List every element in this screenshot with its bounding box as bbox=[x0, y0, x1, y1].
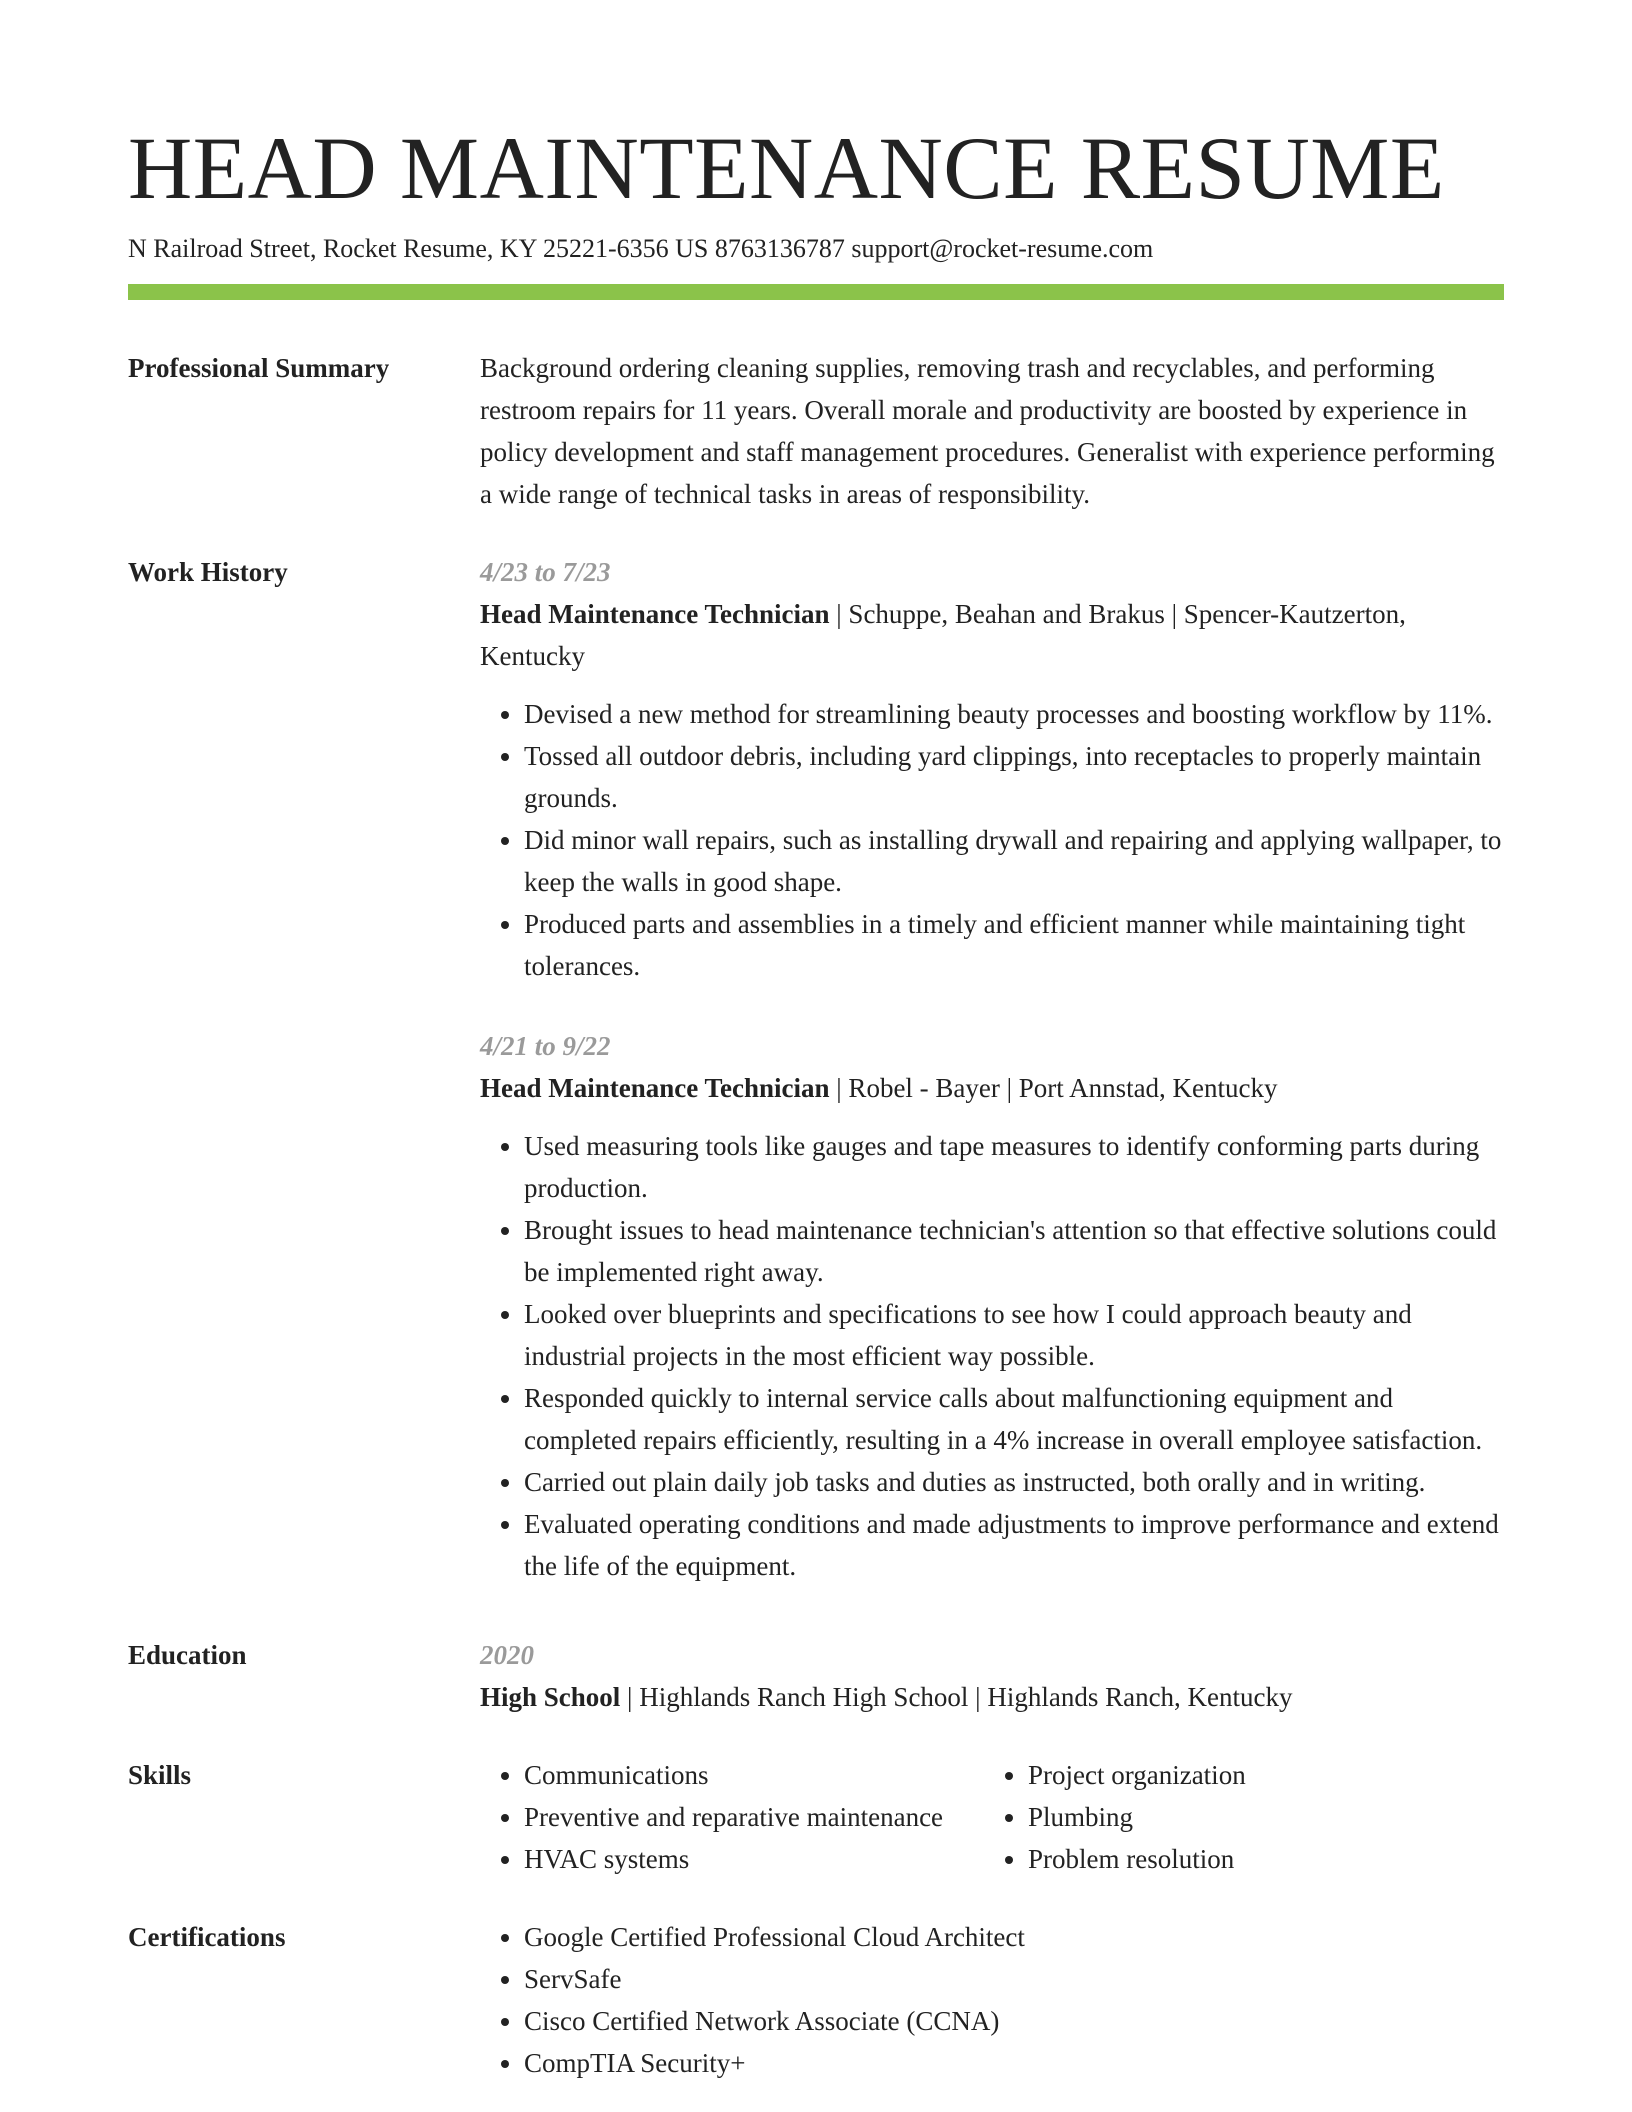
work-history-section bbox=[128, 551, 1504, 1587]
job-bullet: • Evaluated operating conditions and made adjustments to improve performance and extend the life of the equipment. bbox=[524, 1503, 1504, 1587]
job-bullet: • Carried out plain daily job tasks and duties as instructed, both orally and in writing. bbox=[524, 1461, 1504, 1503]
certifications-section bbox=[128, 1916, 1504, 2084]
education-heading bbox=[480, 1676, 1504, 1718]
job-details: | Robel - Bayer | Port Annstad, Kentucky bbox=[829, 1073, 1278, 1103]
job-bullets bbox=[480, 693, 1504, 987]
job-dates: 4/23 to 7/23 bbox=[480, 557, 611, 587]
job-heading bbox=[480, 1067, 1504, 1109]
resume-page bbox=[128, 0, 1504, 2084]
summary-label: Professional Summary bbox=[128, 353, 390, 383]
header-divider bbox=[128, 284, 1504, 300]
job-bullet: • Did minor wall repairs, such as installing drywall and repairing and applying wallpaper, to keep the walls in good shape. bbox=[524, 819, 1504, 903]
job-bullet: • Responded quickly to internal service calls about malfunctioning equipment and completed repairs efficiently, resulting in a 4% increase in overall employee satisfaction. bbox=[524, 1377, 1504, 1461]
summary-text: Background ordering cleaning supplies, removing trash and recyclables, and performing restroom repairs for 11 years. Overall morale and productivity are boosted by experience in policy development and staff management procedures. Generalist with experience performing a wide range of technical tasks in areas of responsibility. bbox=[480, 353, 1495, 509]
job-bullets bbox=[480, 1125, 1504, 1587]
education-year: 2020 bbox=[480, 1640, 534, 1670]
skill-item: • Communications bbox=[524, 1754, 984, 1796]
skill-item: • Preventive and reparative maintenance bbox=[524, 1796, 984, 1838]
skills-list-right bbox=[984, 1754, 1246, 1880]
job-entry bbox=[480, 1025, 1504, 1587]
job-bullet: • Tossed all outdoor debris, including yard clippings, into receptacles to properly maintain grounds. bbox=[524, 735, 1504, 819]
job-title: Head Maintenance Technician bbox=[480, 1073, 830, 1103]
job-bullet: • Brought issues to head maintenance technician's attention so that effective solutions could be implemented right away. bbox=[524, 1209, 1504, 1293]
job-bullet: • Used measuring tools like gauges and tape measures to identify conforming parts during production. bbox=[524, 1125, 1504, 1209]
skill-item: • Project organization bbox=[1028, 1754, 1246, 1796]
education-degree: High School bbox=[480, 1682, 621, 1712]
summary-section bbox=[128, 347, 1504, 515]
certification-item: • Google Certified Professional Cloud Architect bbox=[524, 1916, 1504, 1958]
resume-title: HEAD MAINTENANCE RESUME bbox=[128, 120, 1445, 218]
skill-item: • Plumbing bbox=[1028, 1796, 1246, 1838]
skill-item: • HVAC systems bbox=[524, 1838, 984, 1880]
job-heading bbox=[480, 593, 1504, 677]
job-bullet: • Devised a new method for streamlining beauty processes and boosting workflow by 11%. bbox=[524, 693, 1504, 735]
certification-item: • Cisco Certified Network Associate (CCNA) bbox=[524, 2000, 1504, 2042]
certifications-list bbox=[480, 1916, 1504, 2084]
skill-item: • Problem resolution bbox=[1028, 1838, 1246, 1880]
job-details: | Schuppe, Beahan and Brakus | Spencer-Kautzerton, Kentucky bbox=[480, 599, 1406, 671]
skills-section bbox=[128, 1754, 1504, 1880]
education-label: Education bbox=[128, 1640, 247, 1670]
contact-line: N Railroad Street, Rocket Resume, KY 25221-6356 US 8763136787 support@rocket-resume.com bbox=[128, 234, 1154, 263]
certifications-label: Certifications bbox=[128, 1922, 286, 1952]
job-title: Head Maintenance Technician bbox=[480, 599, 830, 629]
education-details: | Highlands Ranch High School | Highlands Ranch, Kentucky bbox=[620, 1682, 1293, 1712]
work-history-label: Work History bbox=[128, 557, 288, 587]
job-dates: 4/21 to 9/22 bbox=[480, 1031, 611, 1061]
job-bullet: • Produced parts and assemblies in a timely and efficient manner while maintaining tight tolerances. bbox=[524, 903, 1504, 987]
skills-list-left bbox=[480, 1754, 984, 1880]
certification-item: • ServSafe bbox=[524, 1958, 1504, 2000]
job-entry bbox=[480, 551, 1504, 987]
skills-label: Skills bbox=[128, 1760, 192, 1790]
job-bullet: • Looked over blueprints and specifications to see how I could approach beauty and industrial projects in the most efficient way possible. bbox=[524, 1293, 1504, 1377]
education-section bbox=[128, 1634, 1504, 1718]
certification-item: • CompTIA Security+ bbox=[524, 2042, 1504, 2084]
